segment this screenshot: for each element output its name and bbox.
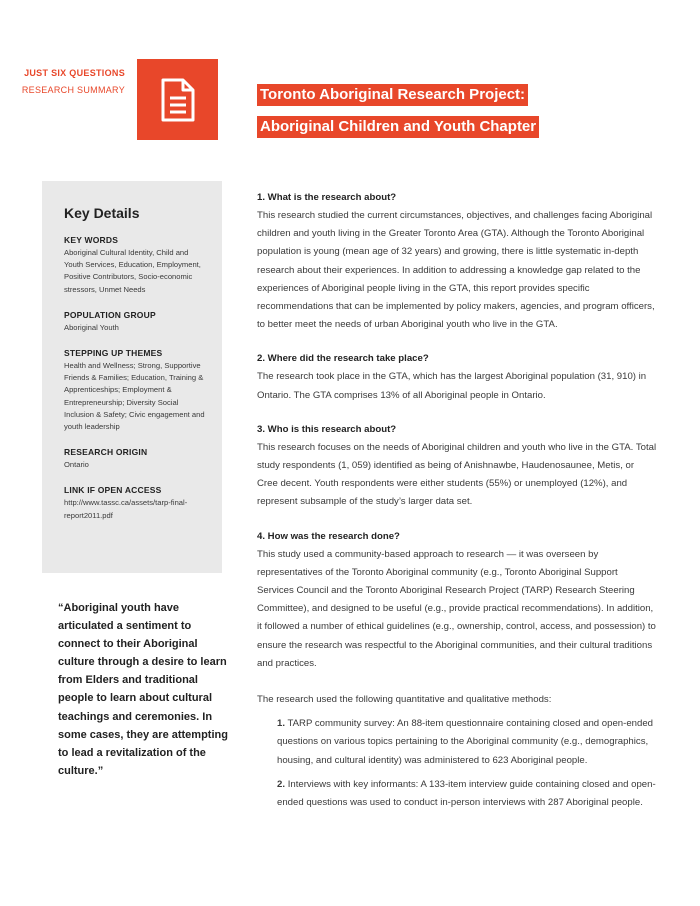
- question-heading: 4. How was the research done?: [257, 530, 400, 542]
- question-4: [257, 530, 657, 813]
- section-label: LINK IF OPEN ACCESS: [64, 485, 162, 496]
- question-heading: 1. What is the research about?: [257, 192, 397, 203]
- stepping-up-themes-section: [64, 348, 208, 433]
- method-number: 1.: [277, 718, 286, 730]
- logo: [137, 59, 218, 140]
- key-details-heading: Key Details: [64, 205, 140, 221]
- series-label: [22, 68, 125, 96]
- method-text: Interviews with key informants: A 133-item interview guide containing closed and open-ended questions was used to conduct in-person interviews with 287 Aboriginal people.: [277, 778, 656, 809]
- section-text: Aboriginal Cultural Identity, Child and Youth Services, Education, Employment, Positive Contributors, Socio-economic stressors, Unmet Needs: [64, 248, 201, 294]
- question-body: The research took place in the GTA, which has the largest Aboriginal population (31, 910) in Ontario. The GTA comprises 13% of all Aboriginal people in Ontario.: [257, 371, 647, 401]
- page-title: [257, 84, 539, 138]
- open-access-link-section: [64, 485, 208, 521]
- section-text: Aboriginal Youth: [64, 322, 119, 332]
- title-line-1: Toronto Aboriginal Research Project:: [257, 84, 528, 106]
- method-number: 2.: [277, 778, 286, 790]
- question-3: [257, 423, 657, 512]
- key-details-panel: [42, 181, 222, 573]
- section-text: Health and Wellness; Strong, Supportive Friends & Families; Education, Training & Apprenticeships; Employment & Entrepreneurship; Diversity Social Inclusion & Safety; Civic engagement and youth leadership: [64, 361, 205, 432]
- key-words-section: [64, 235, 208, 296]
- main-content: [257, 191, 657, 812]
- question-body: This research studied the current circumstances, objectives, and challenges facing Aboriginal children and youth living in the Greater Toronto Area (GTA). Although the Toronto Aboriginal population is young (mean age of 32 years) and growing, there is little systematic in-depth research about their experiences. In addition to addressing a knowledge gap related to the experiences of Aboriginal people living in the GTA, this report provides specific recommendations that can be implemented by policy makers, agencies, and program officers, to better meet the needs of urban Aboriginal youth who live in the GTA.: [257, 210, 655, 331]
- question-body: This research focuses on the needs of Aboriginal children and youth who live in the GTA. Total study respondents (1, 059) identified as being of Anishnawbe, Haudenosaunee, Metis, or Cree decent. Youth respondents were either students (55%) or unemployed (12%), and represent subsample of the study’s larger data set.: [257, 441, 657, 508]
- series-type: RESEARCH SUMMARY: [21, 85, 125, 95]
- population-group-section: [64, 310, 208, 334]
- section-text: Ontario: [64, 460, 89, 470]
- question-2: [257, 352, 657, 404]
- section-label: KEY WORDS: [64, 235, 119, 245]
- section-label: POPULATION GROUP: [64, 309, 156, 320]
- method-item: [257, 776, 657, 812]
- research-origin-section: [64, 447, 208, 471]
- methods-intro: The research used the following quantitative and qualitative methods:: [257, 694, 552, 706]
- pull-quote: “Aboriginal youth have articulated a sentiment to connect to their Aboriginal culture through a desire to learn from Elders and traditional people to learn about cultural teachings and ceremonies. In some cases, they are attempting to lead a revitalization of the culture.”: [58, 602, 228, 777]
- question-1: [257, 191, 657, 334]
- open-access-link[interactable]: http://www.tassc.ca/assets/tarp-final-report2011.pdf: [64, 498, 188, 520]
- series-name: JUST SIX QUESTIONS: [24, 68, 125, 78]
- question-heading: 3. Who is this research about?: [257, 423, 397, 435]
- section-label: RESEARCH ORIGIN: [64, 447, 148, 458]
- method-text: TARP community survey: An 88-item questionnaire containing closed and open-ended questions on various topics pertaining to the Aboriginal community (e.g., demographics, housing, and cultural identity) was administered to 623 Aboriginal people.: [277, 718, 654, 766]
- method-item: [257, 715, 657, 770]
- question-body: This study used a community-based approach to research — it was overseen by representatives of the Toronto Aboriginal community (e.g., Toronto Aboriginal Support Services Council and the Toronto Aboriginal Research Project (TARP) Research Steering Committee), and designed to be useful (e.g., provide practical recommendations). In addition, it followed a number of ethical guidelines (e.g., ownership, control, access, and possession) to ensure the research was respectful to the Aboriginal communities, and their cultural traditions and practices.: [257, 548, 656, 669]
- title-line-2: Aboriginal Children and Youth Chapter: [257, 116, 539, 138]
- section-label: STEPPING UP THEMES: [64, 348, 163, 359]
- document-icon: [159, 78, 197, 122]
- question-heading: 2. Where did the research take place?: [257, 353, 429, 365]
